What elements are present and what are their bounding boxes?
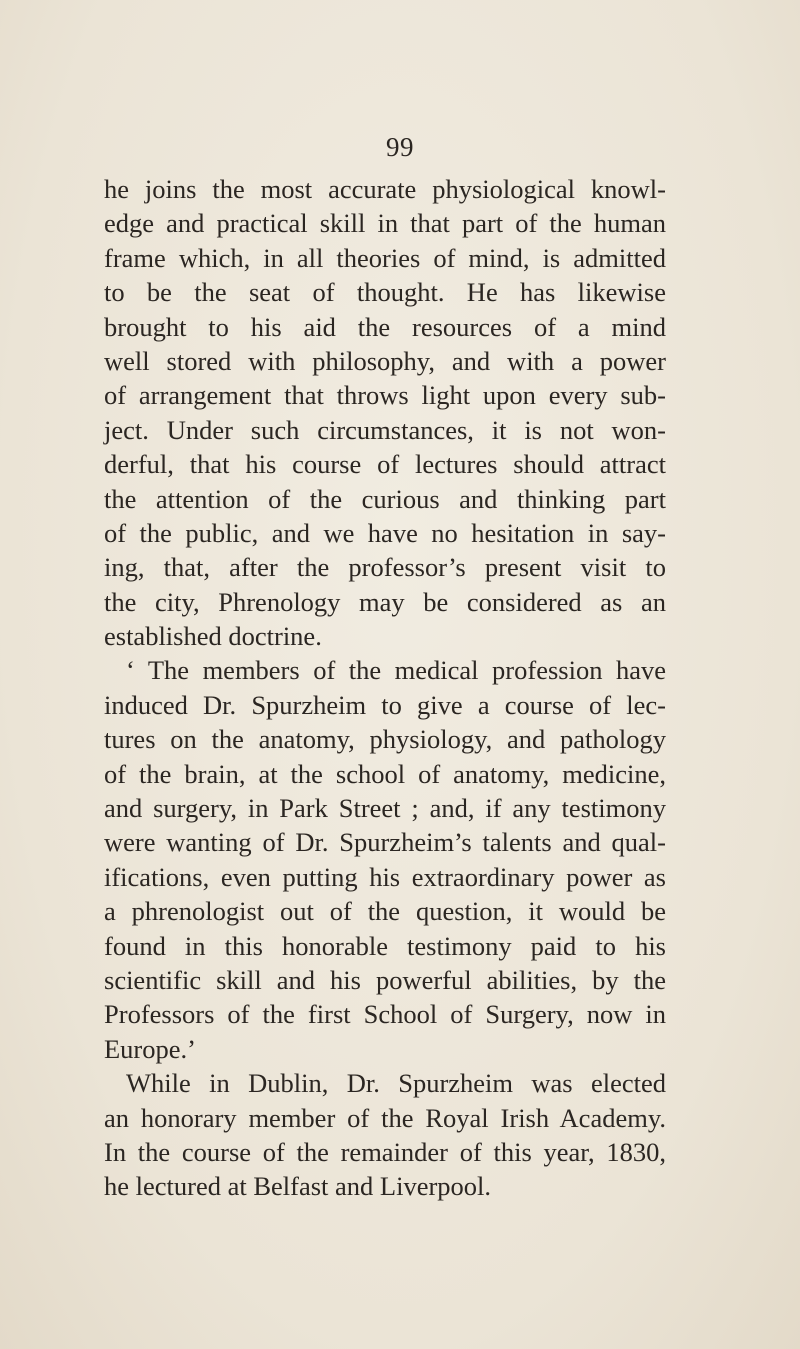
text-line: ject. Under such circumstances, it is not won- <box>104 414 666 445</box>
body-text <box>104 172 666 1204</box>
text-line: he lectured at Belfast and Liverpool. <box>104 1171 492 1202</box>
text-line: derful, that his course of lectures should attract <box>104 449 666 480</box>
text-line: established doctrine. <box>104 621 322 652</box>
text-line: tures on the anatomy, physiology, and pathology <box>104 724 666 755</box>
text-line: he joins the most accurate physiological knowl- <box>104 174 666 204</box>
text-line: edge and practical skill in that part of the human <box>104 208 666 239</box>
text-line: In the course of the remainder of this year, 1830, <box>104 1136 666 1167</box>
text-line: ing, that, after the professor’s present visit to <box>104 552 666 583</box>
text-line: brought to his aid the resources of a mind <box>104 311 666 342</box>
text-line: While in Dublin, Dr. Spurzheim was elected <box>126 1068 666 1099</box>
text-line: a phrenologist out of the question, it would be <box>104 896 666 927</box>
text-line: Professors of the first School of Surgery, now in <box>104 999 666 1030</box>
text-line: ifications, even putting his extraordinary power as <box>104 861 666 892</box>
text-line: induced Dr. Spurzheim to give a course of lec- <box>104 689 666 720</box>
text-line: the city, Phrenology may be considered as an <box>104 586 666 617</box>
text-line: scientific skill and his powerful abilities, by the <box>104 964 666 995</box>
text-line: were wanting of Dr. Spurzheim’s talents and qual- <box>104 827 666 858</box>
text-line: Europe.’ <box>104 1033 196 1064</box>
text-line: found in this honorable testimony paid to his <box>104 930 666 961</box>
text-line: of the public, and we have no hesitation in say- <box>104 517 666 548</box>
text-line: well stored with philosophy, and with a power <box>104 345 666 376</box>
page-number: 99 <box>386 132 414 162</box>
text-line: of the brain, at the school of anatomy, medicine, <box>104 758 666 789</box>
text-line: to be the seat of thought. He has likewise <box>104 277 666 308</box>
text-line: of arrangement that throws light upon every sub- <box>104 380 666 411</box>
text-line: an honorary member of the Royal Irish Academy. <box>104 1102 666 1133</box>
text-line: and surgery, in Park Street ; and, if any testimony <box>104 793 666 824</box>
text-line: the attention of the curious and thinking part <box>104 483 666 514</box>
text-line: frame which, in all theories of mind, is admitted <box>104 242 666 273</box>
text-line: ‘ The members of the medical profession have <box>126 655 666 686</box>
